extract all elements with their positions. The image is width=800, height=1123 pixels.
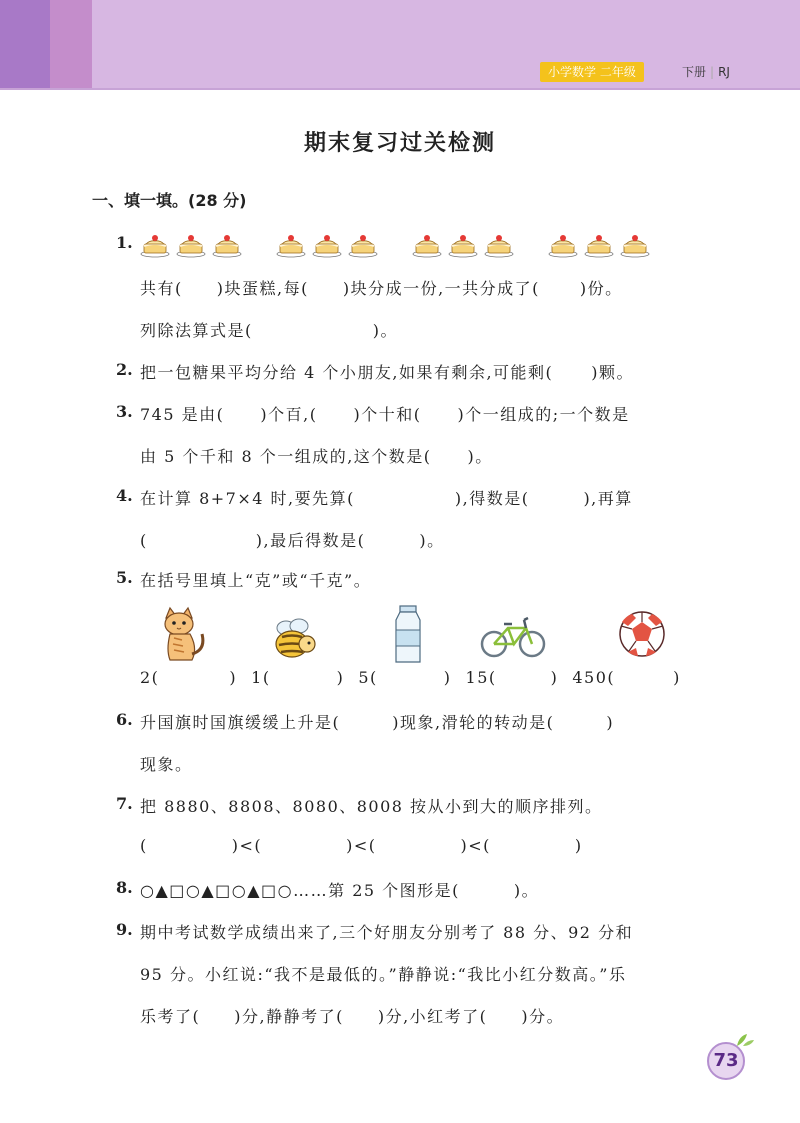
q5-close: ) — [550, 668, 559, 687]
q3-text-a: 745 是由( — [140, 405, 225, 424]
q9-line2: 95 分。小红说:“我不是最低的。”静静说:“我比小红分数高。”乐 — [140, 965, 627, 984]
cake-icon — [448, 232, 478, 258]
q1-text-d: )份。 — [579, 279, 623, 298]
q4-text-e: ),最后得数是( — [255, 531, 366, 550]
grade-label: 二年级 — [599, 65, 636, 79]
q1-number: 1. — [116, 233, 133, 252]
page-number: 73 — [707, 1042, 745, 1080]
q9-line3 — [140, 1004, 564, 1027]
q4-line1 — [140, 486, 633, 509]
cake-icon — [484, 232, 514, 258]
q1-line1 — [140, 276, 623, 299]
q3-text-c: )个十和( — [353, 405, 422, 424]
q5-item-bottle: 5( — [358, 668, 378, 687]
q1-line2 — [140, 318, 398, 341]
q7-text-e: ) — [574, 836, 583, 855]
q9-line1: 期中考试数学成绩出来了,三个好朋友分别考了 88 分、92 分和 — [140, 923, 634, 942]
q3-line1 — [140, 402, 630, 425]
q5-item-cat: 2( — [140, 668, 160, 687]
q9-text-b: )分,静静考了( — [234, 1007, 344, 1026]
q8-line — [140, 878, 539, 901]
q4-line2 — [140, 528, 445, 551]
q7-line2 — [140, 836, 583, 855]
q8-number: 8. — [116, 878, 133, 897]
q6-text-b: )现象,滑轮的转动是( — [392, 713, 555, 732]
q3-text-f: )。 — [467, 447, 493, 466]
q7-number: 7. — [116, 794, 133, 813]
cake-icon — [412, 232, 442, 258]
cake-icon — [548, 232, 578, 258]
cake-icon — [212, 232, 242, 258]
q6-line1 — [140, 710, 614, 733]
q9-text-a: 乐考了( — [140, 1007, 201, 1026]
q3-text-b: )个百,( — [260, 405, 318, 424]
q2-text-b: )颗。 — [591, 363, 635, 382]
cake-icon — [276, 232, 306, 258]
section-heading: 一、填一填。(28 分) — [92, 191, 247, 210]
edition-label: RJ — [718, 65, 730, 79]
q7-text-d: )<( — [460, 836, 491, 855]
q2-text-a: 把一包糖果平均分给 4 个小朋友,如果有剩余,可能剩( — [140, 363, 554, 382]
q5-answers — [140, 668, 681, 687]
cake-icon — [140, 232, 170, 258]
page-header-band — [0, 0, 800, 90]
q6-text-c: ) — [606, 713, 615, 732]
cake-icon — [620, 232, 650, 258]
q4-text-c: ),再算 — [583, 489, 633, 508]
soccer-ball-icon — [612, 604, 672, 664]
page-title: 期末复习过关检测 — [303, 131, 496, 156]
q7-text-b: )<( — [231, 836, 263, 855]
volume-label: 下册 — [682, 65, 707, 79]
q4-number: 4. — [116, 486, 133, 505]
q3-line2 — [140, 444, 493, 467]
q7-text-a: ( — [140, 836, 148, 855]
q5-item-bee: 1( — [251, 668, 271, 687]
q5-item-ball: 450( — [572, 668, 616, 687]
header-strip-mid — [50, 0, 92, 90]
q6-line2: 现象。 — [140, 755, 193, 774]
q1-text-e: 列除法算式是( — [140, 321, 253, 340]
q2-line — [140, 360, 634, 383]
cake-icon — [176, 232, 206, 258]
header-strip-dark — [0, 0, 50, 90]
q1-text-f: )。 — [372, 321, 398, 340]
bicycle-icon — [480, 604, 546, 664]
q9-text-c: )分,小红考了( — [377, 1007, 488, 1026]
q5-close: ) — [673, 668, 681, 687]
q8-text-b: )。 — [513, 881, 540, 900]
q4-text-b: ),得数是( — [454, 489, 530, 508]
cat-icon — [152, 604, 212, 664]
q6-number: 6. — [116, 710, 133, 729]
q7-text-c: )<( — [346, 836, 377, 855]
q1-text-a: 共有( — [140, 279, 183, 298]
q7-text: 把 8880、8808、8080、8008 按从小到大的顺序排列。 — [140, 797, 603, 816]
cake-icon — [348, 232, 378, 258]
q1-text-b: )块蛋糕,每( — [216, 279, 309, 298]
header-separator: | — [710, 65, 715, 79]
q3-number: 3. — [116, 402, 133, 421]
q6-text-a: 升国旗时国旗缓缓上升是( — [140, 713, 341, 732]
q3-text-e: 由 5 个千和 8 个一组成的,这个数是( — [140, 447, 432, 466]
q4-text-d: ( — [140, 531, 148, 550]
q9-text-d: )分。 — [521, 1007, 565, 1026]
q5-text: 在括号里填上“克”或“千克”。 — [140, 571, 372, 590]
bee-icon — [266, 604, 326, 664]
cake-icon — [312, 232, 342, 258]
q8-text-a: ○▲□○▲□○▲□○……第 25 个图形是( — [140, 881, 460, 900]
q4-text-f: )。 — [419, 531, 445, 550]
q5-close: ) — [229, 668, 238, 687]
header-rule — [0, 88, 800, 90]
q4-text-a: 在计算 8+7×4 时,要先算( — [140, 489, 355, 508]
q5-number: 5. — [116, 568, 133, 587]
q1-text-c: )块分成一份,一共分成了( — [342, 279, 540, 298]
q2-number: 2. — [116, 360, 133, 379]
q5-close: ) — [336, 668, 345, 687]
q5-item-bicycle: 15( — [465, 668, 497, 687]
q3-text-d: )个一组成的;一个数是 — [457, 405, 630, 424]
subject-label: 小学数学 — [548, 65, 597, 79]
q9-number: 9. — [116, 920, 133, 939]
subject-grade-badge — [540, 62, 644, 82]
cake-icon — [584, 232, 614, 258]
volume-edition — [682, 62, 730, 82]
water-bottle-icon — [378, 604, 438, 664]
cake-illustration — [140, 232, 660, 258]
q5-close: ) — [443, 668, 452, 687]
